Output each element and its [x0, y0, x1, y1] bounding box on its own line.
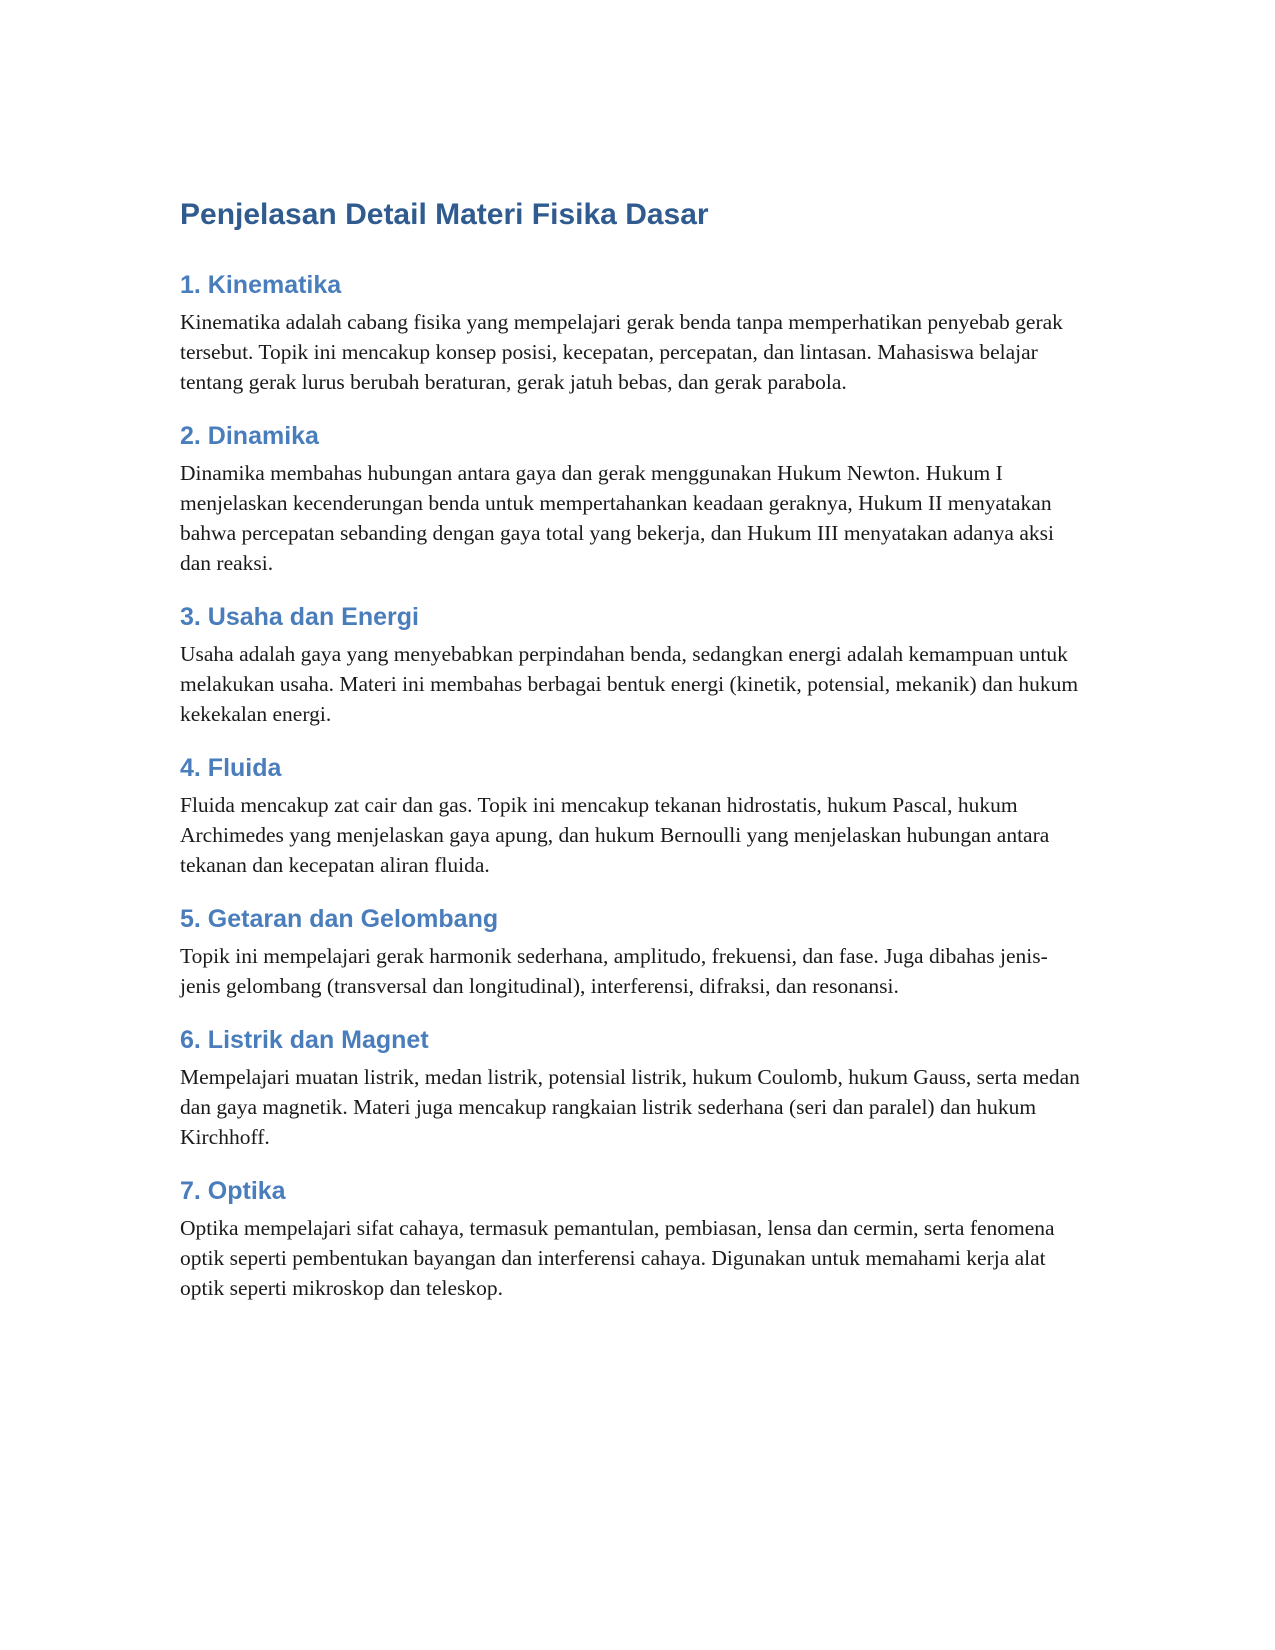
- section-paragraph: Fluida mencakup zat cair dan gas. Topik ini mencakup tekanan hidrostatis, hukum Pascal, hukum Archimedes yang menjelaskan gaya apung, dan hukum Bernoulli yang menjelaskan hubungan antara tekanan dan kecepatan aliran fluida.: [180, 793, 1050, 877]
- section-heading: 2. Dinamika: [180, 422, 319, 450]
- section-getaran-dan-gelombang: [180, 904, 1080, 1001]
- section-optika: [180, 1176, 1080, 1303]
- section-heading: 6. Listrik dan Magnet: [180, 1026, 429, 1054]
- section-heading: 4. Fluida: [180, 754, 282, 782]
- section-paragraph: Topik ini mempelajari gerak harmonik sederhana, amplitudo, frekuensi, dan fase. Juga dibahas jenis-jenis gelombang (transversal dan longitudinal), interferensi, difraksi, dan resonansi.: [180, 944, 1048, 998]
- section-paragraph: Kinematika adalah cabang fisika yang mempelajari gerak benda tanpa memperhatikan penyebab gerak tersebut. Topik ini mencakup konsep posisi, kecepatan, percepatan, dan lintasan. Mahasiswa belajar tentang gerak lurus berubah beraturan, gerak jatuh bebas, dan gerak parabola.: [180, 310, 1063, 394]
- document-title: Penjelasan Detail Materi Fisika Dasar: [180, 198, 709, 231]
- section-heading: 7. Optika: [180, 1177, 286, 1205]
- section-paragraph: Mempelajari muatan listrik, medan listrik, potensial listrik, hukum Coulomb, hukum Gauss, serta medan dan gaya magnetik. Materi juga mencakup rangkaian listrik sederhana (seri dan paralel) dan hukum Kirchhoff.: [180, 1065, 1080, 1149]
- section-paragraph: Dinamika membahas hubungan antara gaya dan gerak menggunakan Hukum Newton. Hukum I menjelaskan kecenderungan benda untuk mempertahankan keadaan geraknya, Hukum II menyatakan bahwa percepatan sebanding dengan gaya total yang bekerja, dan Hukum III menyatakan adanya aksi dan reaksi.: [180, 461, 1054, 575]
- section-usaha-dan-energi: [180, 602, 1080, 729]
- section-listrik-dan-magnet: [180, 1025, 1080, 1152]
- section-fluida: [180, 753, 1080, 880]
- section-heading: 5. Getaran dan Gelombang: [180, 905, 499, 933]
- section-paragraph: Optika mempelajari sifat cahaya, termasuk pemantulan, pembiasan, lensa dan cermin, serta fenomena optik seperti pembentukan bayangan dan interferensi cahaya. Digunakan untuk memahami kerja alat optik seperti mikroskop dan teleskop.: [180, 1216, 1055, 1300]
- section-dinamika: [180, 421, 1080, 578]
- section-paragraph: Usaha adalah gaya yang menyebabkan perpindahan benda, sedangkan energi adalah kemampuan untuk melakukan usaha. Materi ini membahas berbagai bentuk energi (kinetik, potensial, mekanik) dan hukum kekekalan energi.: [180, 642, 1079, 726]
- section-heading: 1. Kinematika: [180, 271, 342, 299]
- section-kinematika: [180, 270, 1080, 397]
- section-heading: 3. Usaha dan Energi: [180, 603, 419, 631]
